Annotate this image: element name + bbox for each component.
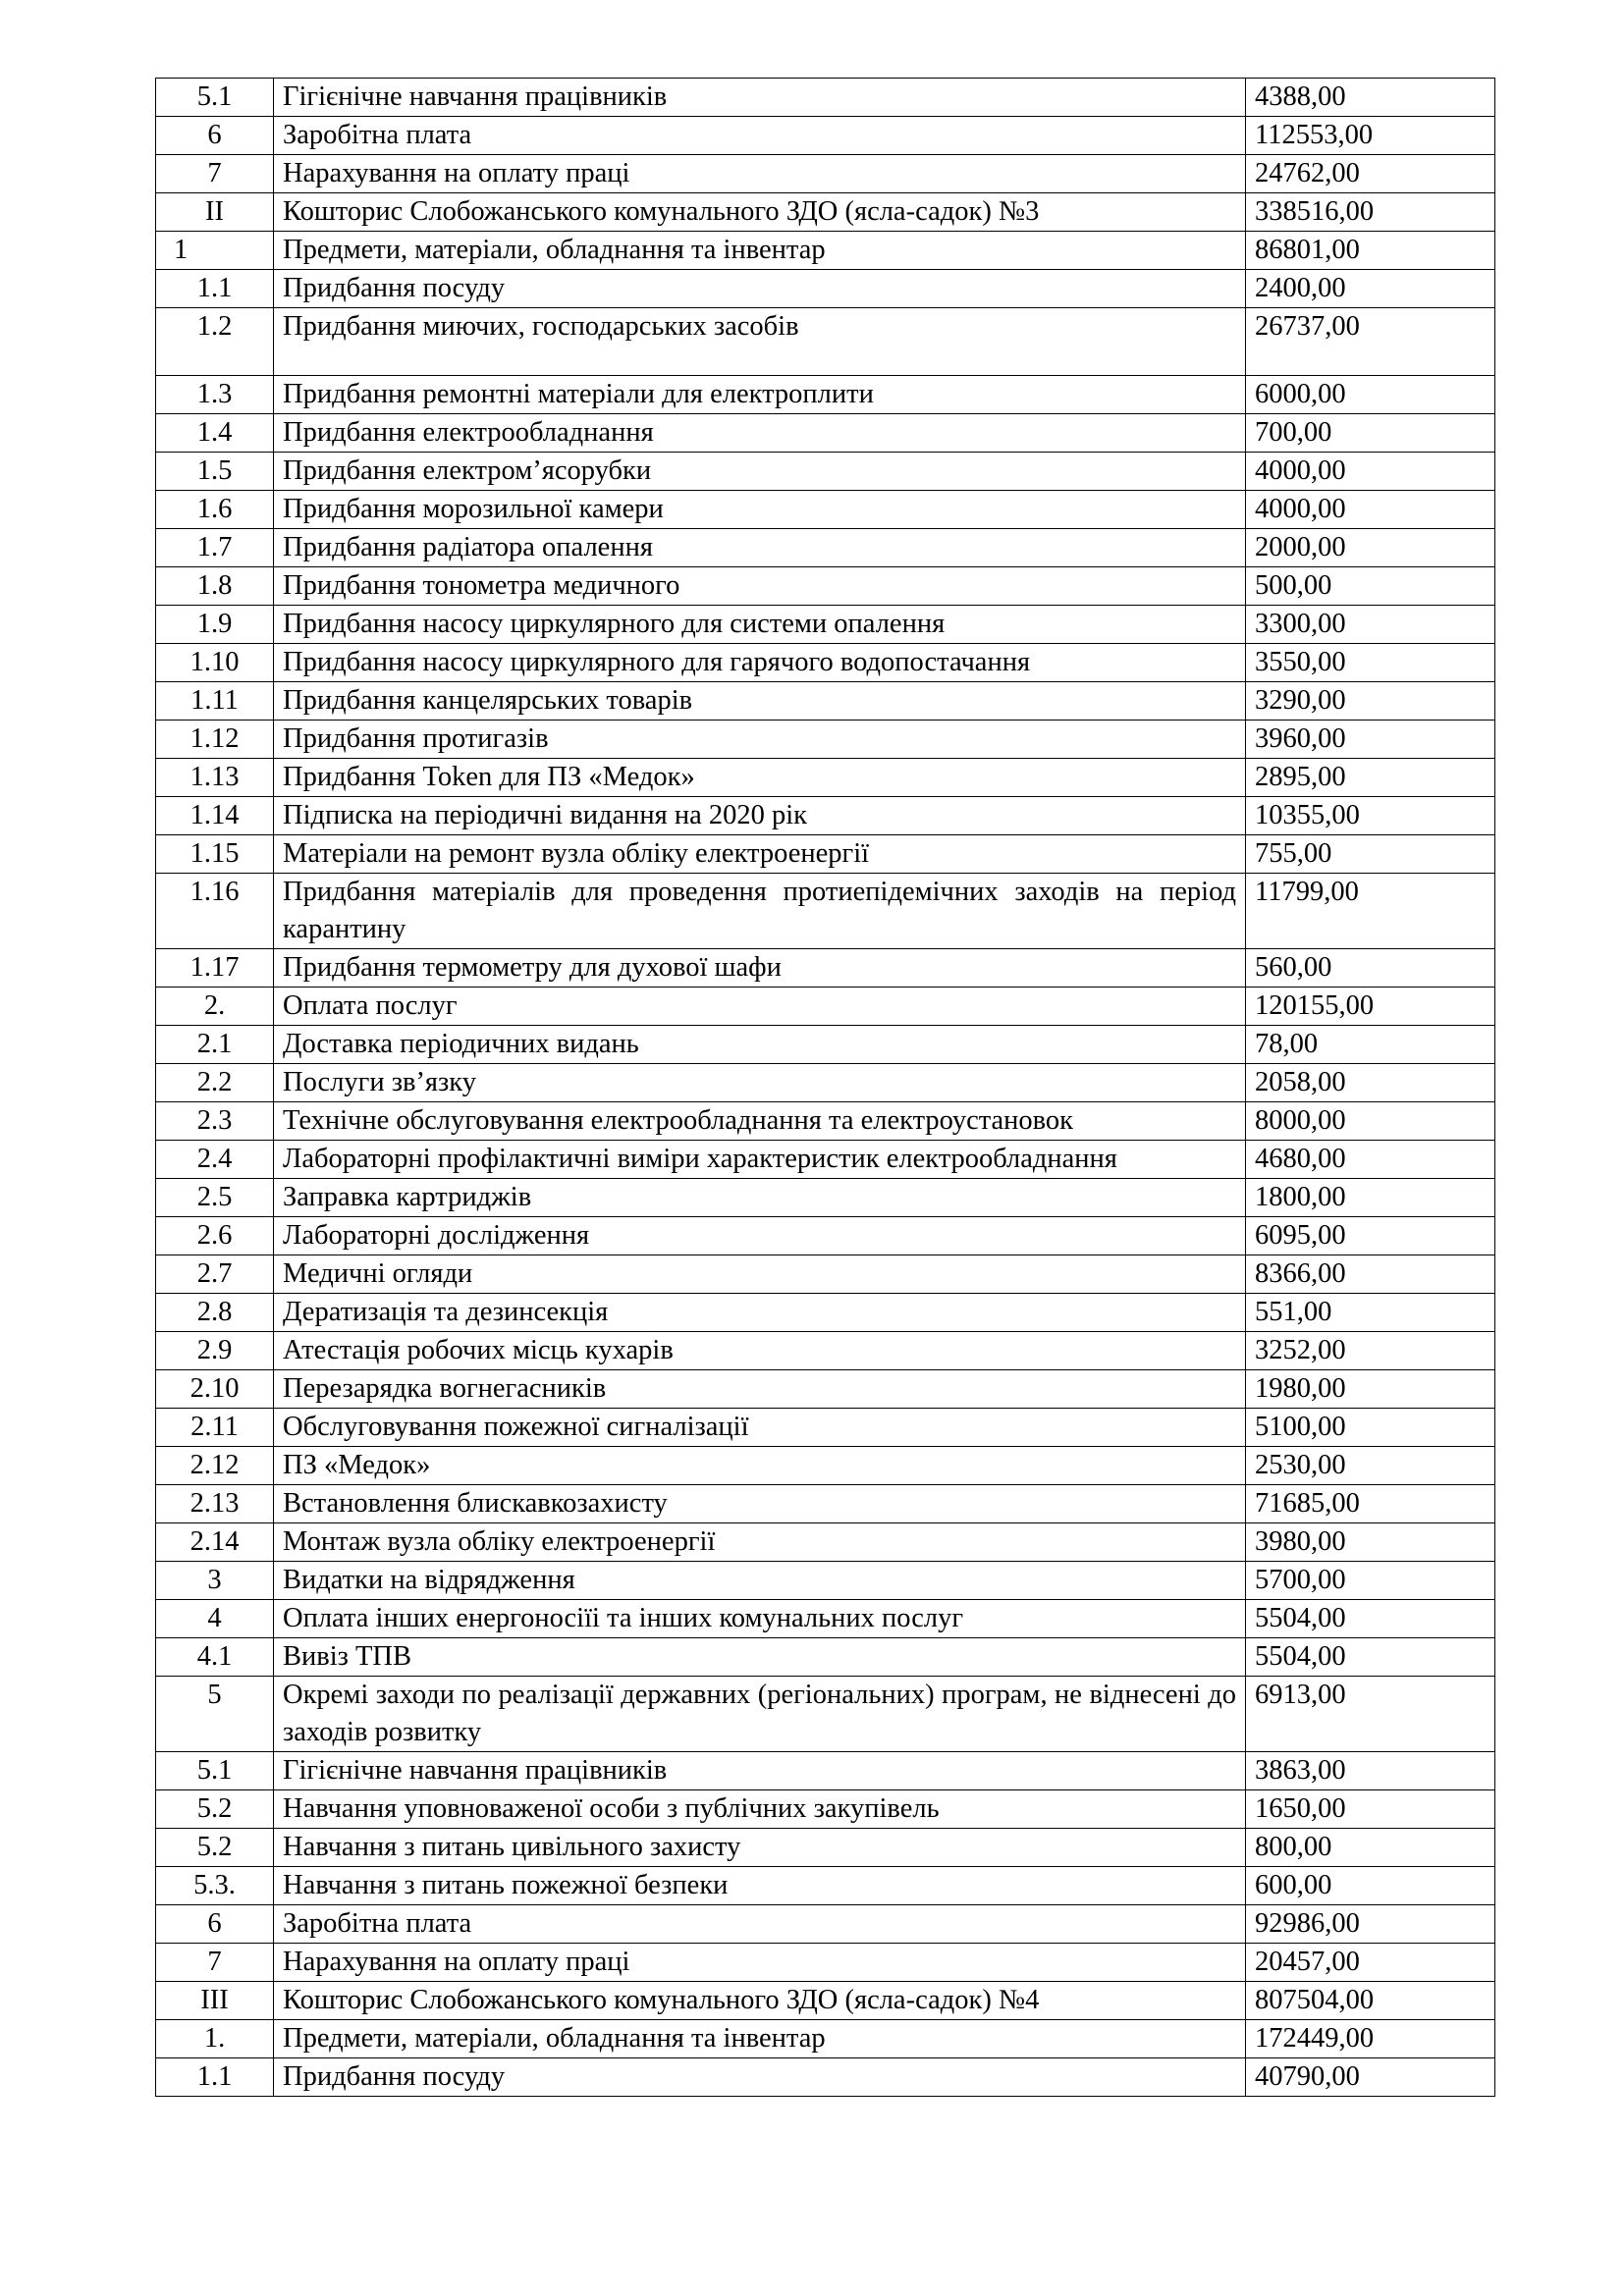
row-amount: 755,00 xyxy=(1246,835,1495,874)
row-amount: 6913,00 xyxy=(1246,1677,1495,1752)
row-amount: 1800,00 xyxy=(1246,1179,1495,1217)
row-amount: 26737,00 xyxy=(1246,308,1495,376)
row-amount: 71685,00 xyxy=(1246,1485,1495,1523)
row-description: Нарахування на оплату праці xyxy=(274,155,1246,193)
row-description: Окремі заходи по реалізації державних (регіональних) програм, не віднесені до заходів розвитку xyxy=(274,1677,1246,1752)
table-row xyxy=(156,682,1495,721)
table-row xyxy=(156,117,1495,155)
row-amount: 8000,00 xyxy=(1246,1102,1495,1141)
row-number: 4.1 xyxy=(156,1638,274,1677)
row-amount: 86801,00 xyxy=(1246,232,1495,270)
row-description: Придбання морозильної камери xyxy=(274,491,1246,529)
table-row xyxy=(156,988,1495,1026)
table-row xyxy=(156,529,1495,567)
row-amount: 1650,00 xyxy=(1246,1790,1495,1829)
table-row xyxy=(156,606,1495,644)
row-description: Придбання насосу циркулярного для системи опалення xyxy=(274,606,1246,644)
row-amount: 3290,00 xyxy=(1246,682,1495,721)
row-amount: 8366,00 xyxy=(1246,1255,1495,1294)
row-description: Лабораторні дослідження xyxy=(274,1217,1246,1255)
row-number: 5.3. xyxy=(156,1867,274,1905)
row-description: Технічне обслуговування електрообладнання та електроустановок xyxy=(274,1102,1246,1141)
row-amount: 600,00 xyxy=(1246,1867,1495,1905)
row-description: Придбання насосу циркулярного для гарячого водопостачання xyxy=(274,644,1246,682)
row-amount: 2530,00 xyxy=(1246,1447,1495,1485)
row-amount: 11799,00 xyxy=(1246,874,1495,949)
table-row xyxy=(156,567,1495,606)
table-row xyxy=(156,79,1495,117)
row-number: 5.2 xyxy=(156,1790,274,1829)
row-description: Вивіз ТПВ xyxy=(274,1638,1246,1677)
budget-table-body xyxy=(156,79,1495,2097)
table-row xyxy=(156,1944,1495,1982)
row-description: ПЗ «Медок» xyxy=(274,1447,1246,1485)
row-description: Кошторис Слобожанського комунального ЗДО (ясла-садок) №3 xyxy=(274,193,1246,232)
row-amount: 5504,00 xyxy=(1246,1638,1495,1677)
row-description: Придбання канцелярських товарів xyxy=(274,682,1246,721)
table-row xyxy=(156,1141,1495,1179)
table-row xyxy=(156,270,1495,308)
row-amount: 78,00 xyxy=(1246,1026,1495,1064)
table-row xyxy=(156,193,1495,232)
row-description: Придбання посуду xyxy=(274,2058,1246,2097)
table-row xyxy=(156,1829,1495,1867)
table-row xyxy=(156,1102,1495,1141)
row-amount: 560,00 xyxy=(1246,949,1495,988)
table-row xyxy=(156,1064,1495,1102)
row-description: Придбання електром’ясорубки xyxy=(274,453,1246,491)
row-number: 1.3 xyxy=(156,376,274,414)
table-row xyxy=(156,1562,1495,1600)
row-description: Придбання Token для ПЗ «Медок» xyxy=(274,759,1246,797)
row-number: 1.1 xyxy=(156,2058,274,2097)
row-number: 2. xyxy=(156,988,274,1026)
row-number: 7 xyxy=(156,155,274,193)
table-row xyxy=(156,1370,1495,1409)
row-number: 1.14 xyxy=(156,797,274,835)
row-number: 1. xyxy=(156,2020,274,2058)
row-amount: 4680,00 xyxy=(1246,1141,1495,1179)
row-amount: 120155,00 xyxy=(1246,988,1495,1026)
row-number: 7 xyxy=(156,1944,274,1982)
row-number: 1.16 xyxy=(156,874,274,949)
table-row xyxy=(156,1982,1495,2020)
row-amount: 3863,00 xyxy=(1246,1752,1495,1790)
table-row xyxy=(156,308,1495,376)
table-row xyxy=(156,1026,1495,1064)
table-row xyxy=(156,491,1495,529)
row-description: Матеріали на ремонт вузла обліку електроенергії xyxy=(274,835,1246,874)
row-amount: 172449,00 xyxy=(1246,2020,1495,2058)
row-amount: 3252,00 xyxy=(1246,1332,1495,1370)
table-row xyxy=(156,1485,1495,1523)
table-row xyxy=(156,874,1495,949)
table-row xyxy=(156,232,1495,270)
table-row xyxy=(156,1600,1495,1638)
table-row xyxy=(156,1332,1495,1370)
row-number: 2.13 xyxy=(156,1485,274,1523)
row-amount: 807504,00 xyxy=(1246,1982,1495,2020)
row-description: Придбання термометру для духової шафи xyxy=(274,949,1246,988)
row-number: 2.12 xyxy=(156,1447,274,1485)
row-description: Придбання посуду xyxy=(274,270,1246,308)
row-description: Дератизація та дезинсекція xyxy=(274,1294,1246,1332)
row-description: Встановлення блискавкозахисту xyxy=(274,1485,1246,1523)
row-number: 1.11 xyxy=(156,682,274,721)
table-row xyxy=(156,835,1495,874)
row-amount: 800,00 xyxy=(1246,1829,1495,1867)
table-row xyxy=(156,1179,1495,1217)
row-amount: 500,00 xyxy=(1246,567,1495,606)
table-row xyxy=(156,376,1495,414)
row-number: 6 xyxy=(156,1905,274,1944)
row-amount: 6095,00 xyxy=(1246,1217,1495,1255)
row-number: 5 xyxy=(156,1677,274,1752)
row-number: 1.8 xyxy=(156,567,274,606)
row-number: 5.1 xyxy=(156,79,274,117)
row-amount: 3300,00 xyxy=(1246,606,1495,644)
row-number: 3 xyxy=(156,1562,274,1600)
row-number: 2.11 xyxy=(156,1409,274,1447)
table-row xyxy=(156,1523,1495,1562)
table-row xyxy=(156,1294,1495,1332)
row-amount: 24762,00 xyxy=(1246,155,1495,193)
row-description: Оплата інших енергоносіїі та інших комунальних послуг xyxy=(274,1600,1246,1638)
table-row xyxy=(156,1447,1495,1485)
row-amount: 700,00 xyxy=(1246,414,1495,453)
row-description: Оплата послуг xyxy=(274,988,1246,1026)
row-number: 1.7 xyxy=(156,529,274,567)
row-number: 1.15 xyxy=(156,835,274,874)
row-amount: 2895,00 xyxy=(1246,759,1495,797)
row-number: 2.8 xyxy=(156,1294,274,1332)
table-row xyxy=(156,1638,1495,1677)
row-amount: 4000,00 xyxy=(1246,453,1495,491)
row-number: 2.7 xyxy=(156,1255,274,1294)
row-amount: 4388,00 xyxy=(1246,79,1495,117)
table-row xyxy=(156,1217,1495,1255)
table-row xyxy=(156,1677,1495,1752)
row-number: 1.4 xyxy=(156,414,274,453)
row-description: Навчання уповноваженої особи з публічних закупівель xyxy=(274,1790,1246,1829)
row-number: 1.9 xyxy=(156,606,274,644)
row-description: Предмети, матеріали, обладнання та інвентар xyxy=(274,232,1246,270)
row-amount: 2000,00 xyxy=(1246,529,1495,567)
row-description: Кошторис Слобожанського комунального ЗДО (ясла-садок) №4 xyxy=(274,1982,1246,2020)
row-number: 2.5 xyxy=(156,1179,274,1217)
row-amount: 3980,00 xyxy=(1246,1523,1495,1562)
row-number: 2.1 xyxy=(156,1026,274,1064)
row-number: 5.1 xyxy=(156,1752,274,1790)
row-amount: 40790,00 xyxy=(1246,2058,1495,2097)
row-description: Навчання з питань пожежної безпеки xyxy=(274,1867,1246,1905)
row-number: III xyxy=(156,1982,274,2020)
row-amount: 4000,00 xyxy=(1246,491,1495,529)
row-amount: 3550,00 xyxy=(1246,644,1495,682)
row-number: 4 xyxy=(156,1600,274,1638)
table-row xyxy=(156,759,1495,797)
row-amount: 10355,00 xyxy=(1246,797,1495,835)
row-number: 1.12 xyxy=(156,721,274,759)
row-description: Придбання електрообладнання xyxy=(274,414,1246,453)
row-number: 1.2 xyxy=(156,308,274,376)
row-number: 2.6 xyxy=(156,1217,274,1255)
row-description: Придбання тонометра медичного xyxy=(274,567,1246,606)
row-description: Придбання миючих, господарських засобів xyxy=(274,308,1246,376)
row-description: Монтаж вузла обліку електроенергії xyxy=(274,1523,1246,1562)
row-number: 5.2 xyxy=(156,1829,274,1867)
row-amount: 5700,00 xyxy=(1246,1562,1495,1600)
row-number: 2.9 xyxy=(156,1332,274,1370)
table-row xyxy=(156,453,1495,491)
document-page xyxy=(155,78,1494,2097)
table-row xyxy=(156,721,1495,759)
table-row xyxy=(156,414,1495,453)
row-description: Атестація робочих місць кухарів xyxy=(274,1332,1246,1370)
row-description: Заробітна плата xyxy=(274,117,1246,155)
row-number: 6 xyxy=(156,117,274,155)
row-number: 1.17 xyxy=(156,949,274,988)
row-description: Заправка картриджів xyxy=(274,1179,1246,1217)
row-description: Придбання матеріалів для проведення протиепідемічних заходів на період карантину xyxy=(274,874,1246,949)
row-amount: 338516,00 xyxy=(1246,193,1495,232)
row-description: Гігієнічне навчання працівників xyxy=(274,1752,1246,1790)
table-row xyxy=(156,1752,1495,1790)
row-description: Нарахування на оплату праці xyxy=(274,1944,1246,1982)
row-number: 2.3 xyxy=(156,1102,274,1141)
row-number: 1.10 xyxy=(156,644,274,682)
row-amount: 20457,00 xyxy=(1246,1944,1495,1982)
row-amount: 92986,00 xyxy=(1246,1905,1495,1944)
row-number: 2.4 xyxy=(156,1141,274,1179)
row-amount: 2058,00 xyxy=(1246,1064,1495,1102)
row-amount: 112553,00 xyxy=(1246,117,1495,155)
row-description: Доставка періодичних видань xyxy=(274,1026,1246,1064)
table-row xyxy=(156,2058,1495,2097)
row-amount: 6000,00 xyxy=(1246,376,1495,414)
table-row xyxy=(156,155,1495,193)
row-amount: 551,00 xyxy=(1246,1294,1495,1332)
table-row xyxy=(156,949,1495,988)
budget-table xyxy=(155,78,1495,2097)
row-amount: 5100,00 xyxy=(1246,1409,1495,1447)
row-number: 1.5 xyxy=(156,453,274,491)
table-row xyxy=(156,2020,1495,2058)
row-description: Придбання протигазів xyxy=(274,721,1246,759)
row-description: Послуги зв’язку xyxy=(274,1064,1246,1102)
row-description: Придбання радіатора опалення xyxy=(274,529,1246,567)
table-row xyxy=(156,1905,1495,1944)
table-row xyxy=(156,644,1495,682)
row-description: Лабораторні профілактичні виміри характеристик електрообладнання xyxy=(274,1141,1246,1179)
row-amount: 3960,00 xyxy=(1246,721,1495,759)
row-number: 1 xyxy=(156,232,274,270)
row-description: Підписка на періодичні видання на 2020 рік xyxy=(274,797,1246,835)
row-description: Придбання ремонтні матеріали для електроплити xyxy=(274,376,1246,414)
row-description: Видатки на відрядження xyxy=(274,1562,1246,1600)
row-description: Навчання з питань цивільного захисту xyxy=(274,1829,1246,1867)
row-description: Обслуговування пожежної сигналізації xyxy=(274,1409,1246,1447)
row-amount: 1980,00 xyxy=(1246,1370,1495,1409)
row-number: II xyxy=(156,193,274,232)
table-row xyxy=(156,1867,1495,1905)
table-row xyxy=(156,797,1495,835)
row-number: 1.1 xyxy=(156,270,274,308)
row-number: 2.14 xyxy=(156,1523,274,1562)
row-number: 1.13 xyxy=(156,759,274,797)
row-description: Гігієнічне навчання працівників xyxy=(274,79,1246,117)
row-amount: 5504,00 xyxy=(1246,1600,1495,1638)
row-description: Предмети, матеріали, обладнання та інвентар xyxy=(274,2020,1246,2058)
row-number: 2.10 xyxy=(156,1370,274,1409)
row-description: Медичні огляди xyxy=(274,1255,1246,1294)
table-row xyxy=(156,1255,1495,1294)
table-row xyxy=(156,1790,1495,1829)
row-amount: 2400,00 xyxy=(1246,270,1495,308)
row-number: 2.2 xyxy=(156,1064,274,1102)
row-description: Перезарядка вогнегасників xyxy=(274,1370,1246,1409)
row-description: Заробітна плата xyxy=(274,1905,1246,1944)
row-number: 1.6 xyxy=(156,491,274,529)
table-row xyxy=(156,1409,1495,1447)
